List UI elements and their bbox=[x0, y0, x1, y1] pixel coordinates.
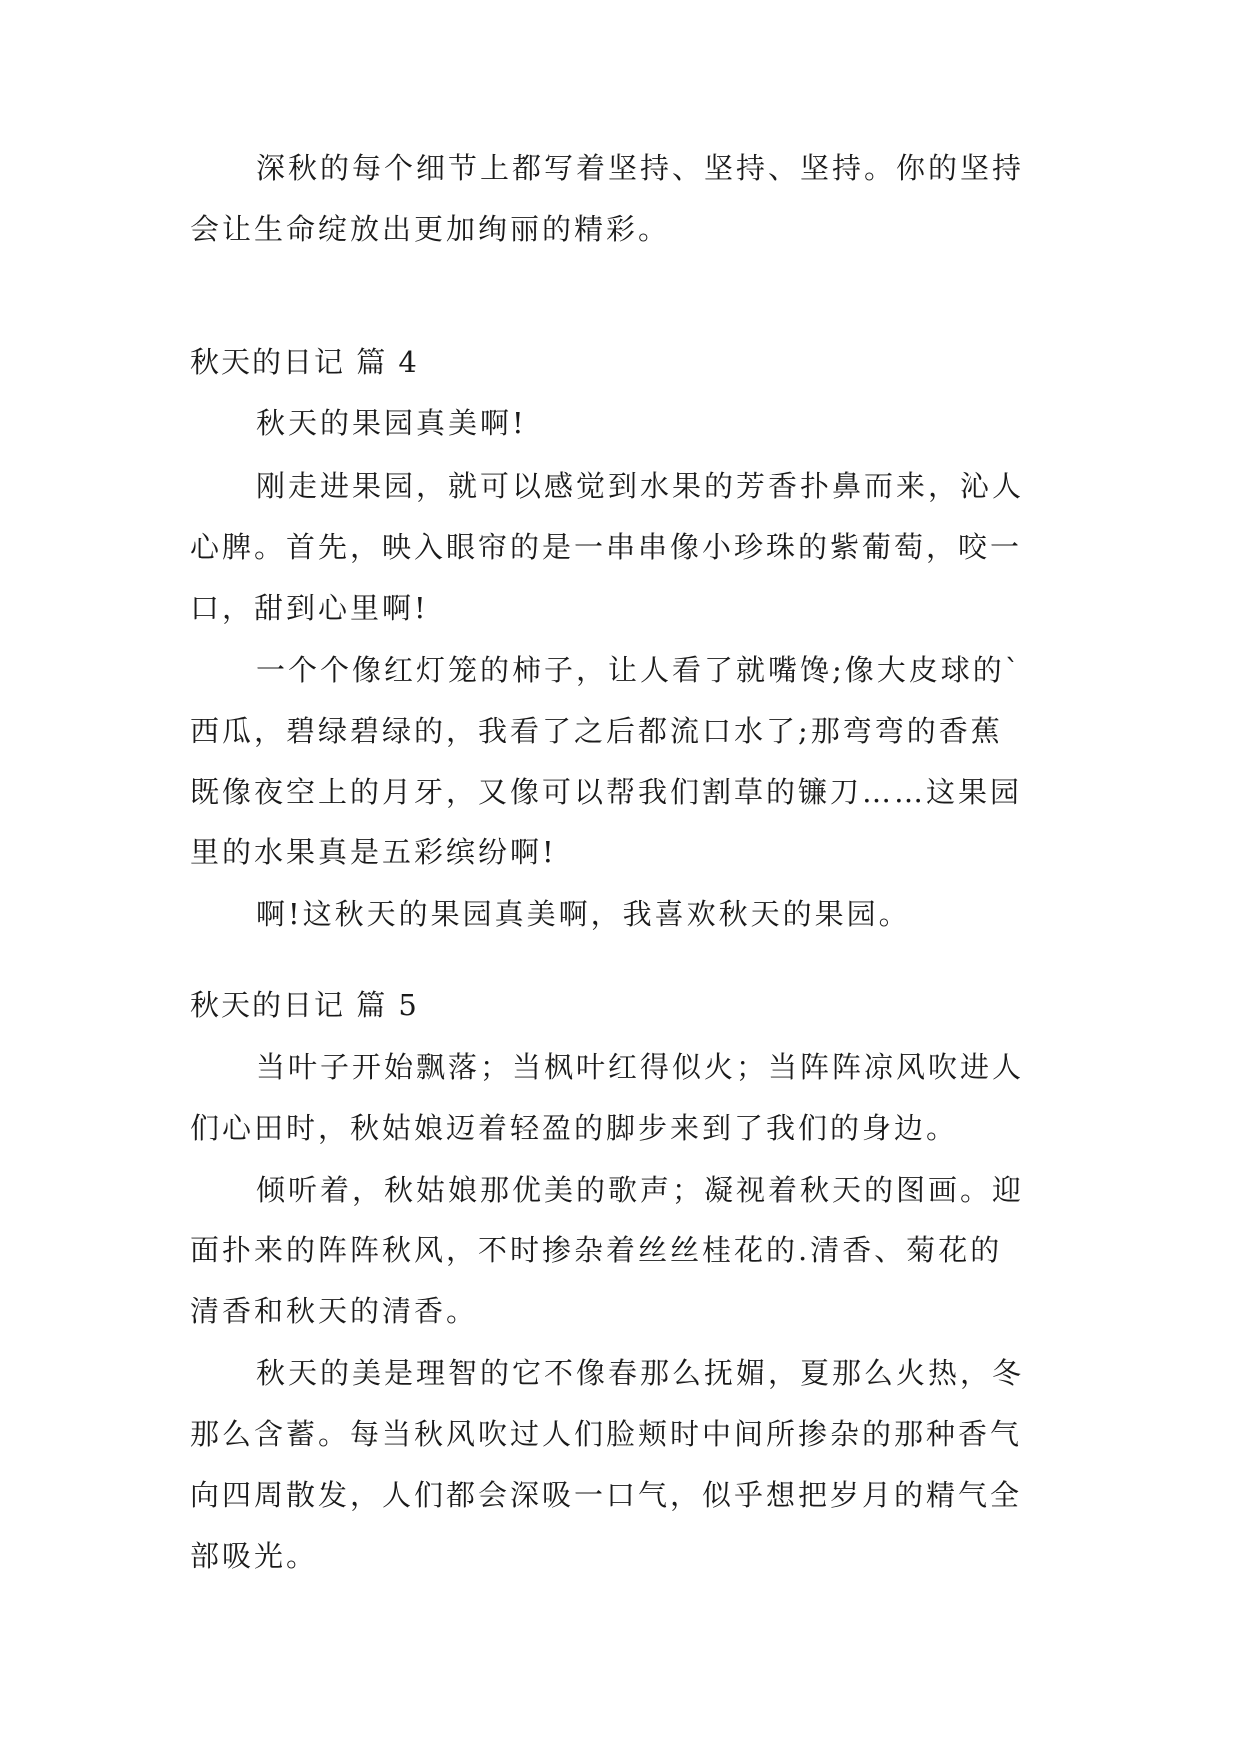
paragraph-line: 当叶子开始飘落；当枫叶红得似火；当阵阵凉风吹进人 bbox=[256, 1050, 1025, 1084]
paragraph-line: 面扑来的阵阵秋风，不时掺杂着丝丝桂花的.清香、菊花的 bbox=[190, 1233, 1003, 1267]
paragraph-line: 那么含蓄。每当秋风吹过人们脸颊时中间所掺杂的那种香气 bbox=[190, 1417, 1023, 1451]
paragraph-line: 倾听着，秋姑娘那优美的歌声；凝视着秋天的图画。迎 bbox=[256, 1173, 1025, 1207]
paragraph-line: 秋天的果园真美啊! bbox=[256, 406, 527, 440]
paragraph-line: 深秋的每个细节上都写着坚持、坚持、坚持。你的坚持 bbox=[256, 151, 1025, 185]
paragraph-line: 一个个像红灯笼的柿子，让人看了就嘴馋;像大皮球的` bbox=[256, 653, 1023, 687]
paragraph-line: 部吸光。 bbox=[190, 1539, 319, 1573]
paragraph-line: 会让生命绽放出更加绚丽的精彩。 bbox=[190, 212, 671, 246]
paragraph-line: 们心田时，秋姑娘迈着轻盈的脚步来到了我们的身边。 bbox=[190, 1111, 959, 1145]
paragraph-line: 既像夜空上的月牙，又像可以帮我们割草的镰刀……这果园 bbox=[190, 775, 1023, 809]
paragraph-line: 秋天的美是理智的它不像春那么抚媚，夏那么火热，冬 bbox=[256, 1356, 1025, 1390]
paragraph-line: 口，甜到心里啊! bbox=[190, 591, 429, 625]
paragraph-line: 里的水果真是五彩缤纷啊! bbox=[190, 835, 557, 869]
paragraph-line: 刚走进果园，就可以感觉到水果的芳香扑鼻而来，沁人 bbox=[256, 469, 1025, 503]
paragraph-line: 西瓜，碧绿碧绿的，我看了之后都流口水了;那弯弯的香蕉 bbox=[190, 714, 1003, 748]
section-heading-4: 秋天的日记 篇 4 bbox=[190, 345, 419, 379]
paragraph-line: 心脾。首先，映入眼帘的是一串串像小珍珠的紫葡萄，咬一 bbox=[190, 530, 1023, 564]
paragraph-line: 向四周散发，人们都会深吸一口气，似乎想把岁月的精气全 bbox=[190, 1478, 1023, 1512]
section-heading-5: 秋天的日记 篇 5 bbox=[190, 988, 419, 1022]
paragraph-line: 清香和秋天的清香。 bbox=[190, 1294, 479, 1328]
paragraph-line: 啊!这秋天的果园真美啊，我喜欢秋天的果园。 bbox=[256, 897, 911, 931]
